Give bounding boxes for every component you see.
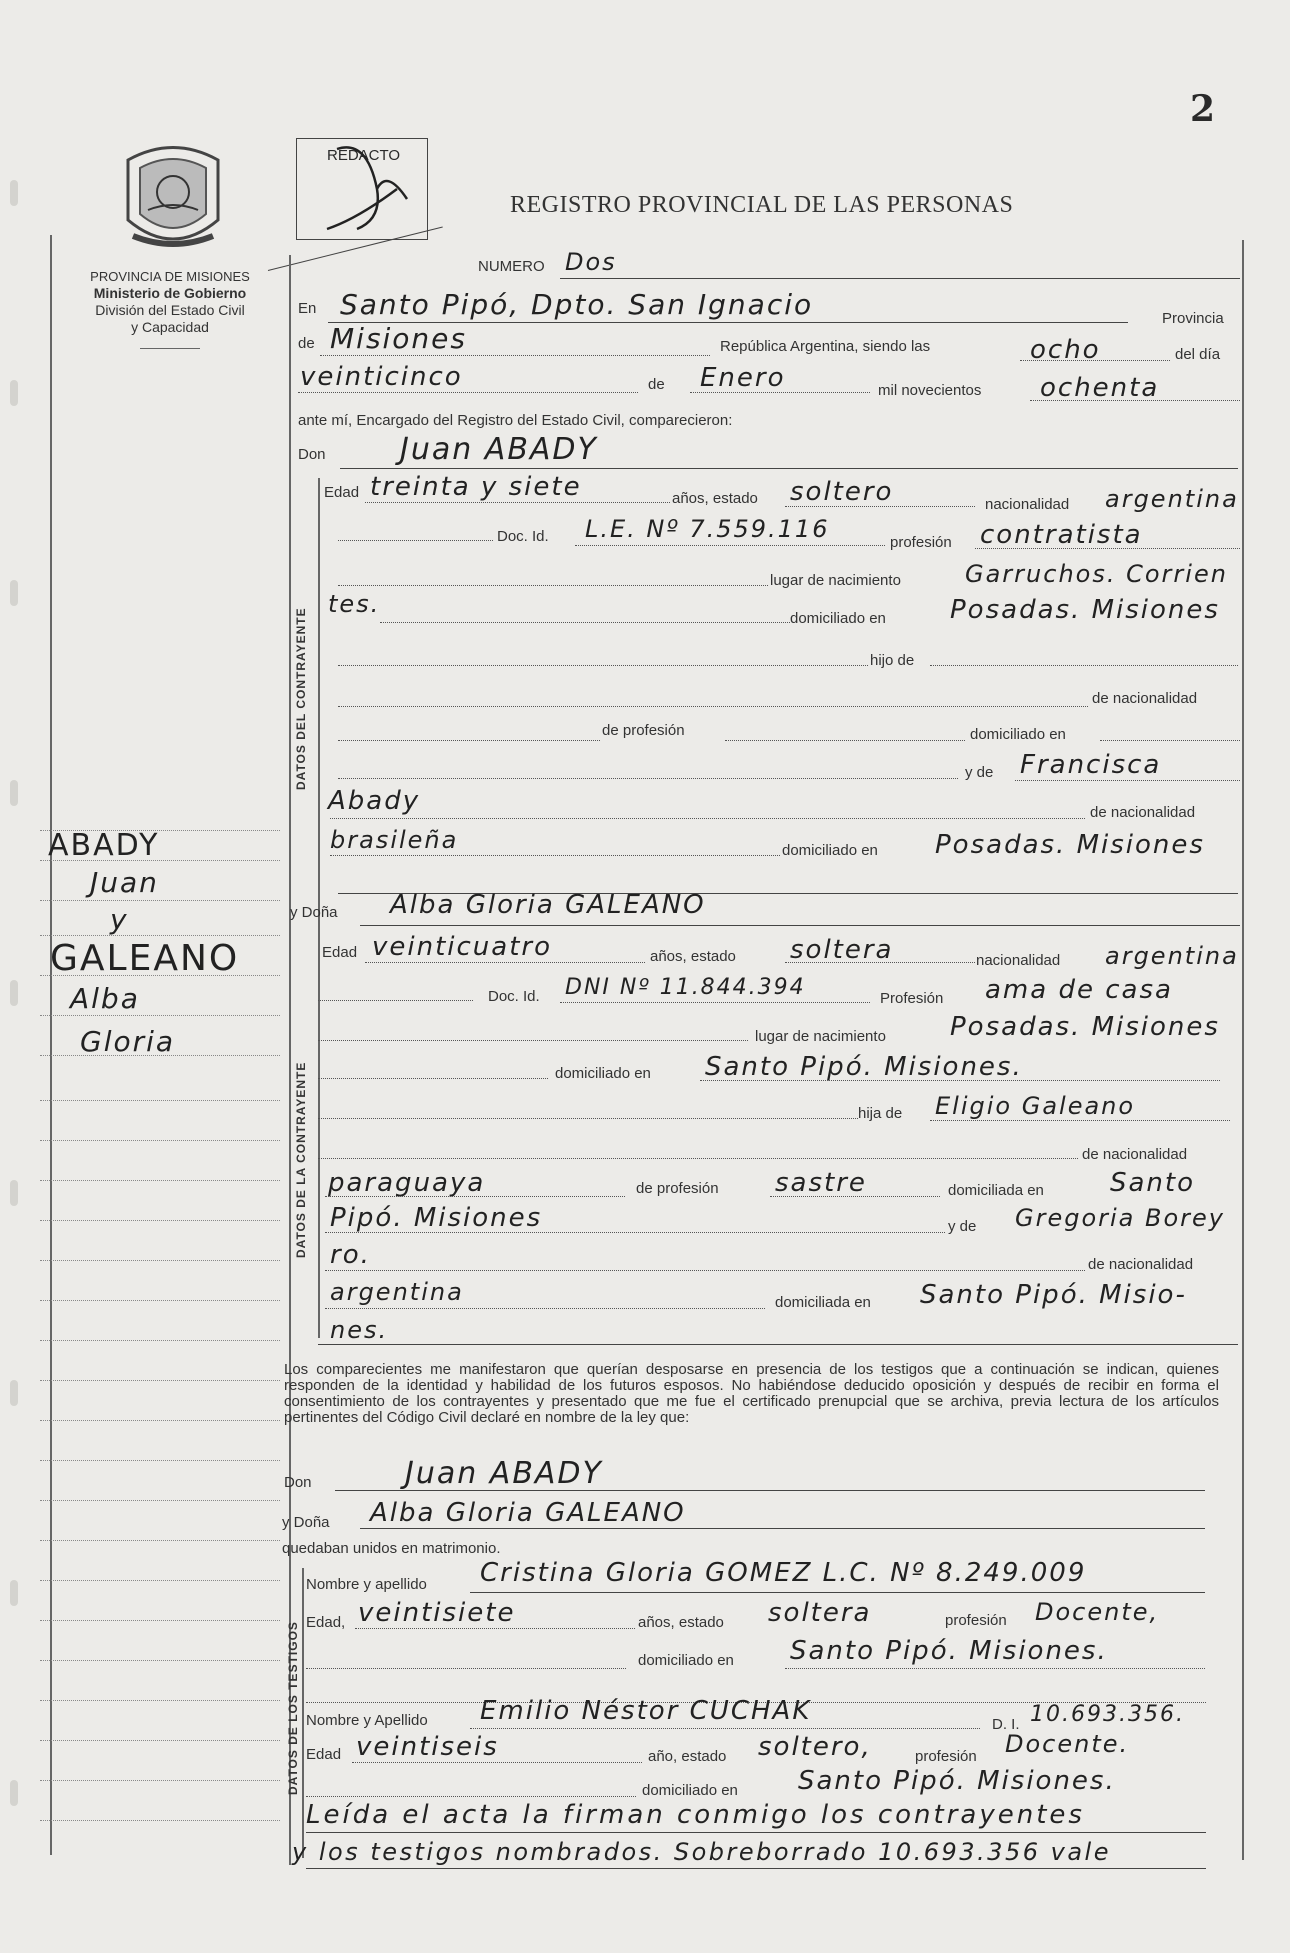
c-madre-value2: Abady <box>328 786 421 816</box>
org-block <box>70 268 270 349</box>
c-domiciliado-en-label: domiciliado en <box>970 726 1066 743</box>
a-nacionalidad-value: argentina <box>1105 942 1239 970</box>
t1-estado-value: soltera <box>768 1598 872 1628</box>
contrayente-section-label: DATOS DEL CONTRAYENTE <box>294 607 308 790</box>
c-domiciliado-label: domiciliado en <box>790 610 886 627</box>
provincia-label: Provincia <box>1162 310 1224 327</box>
a-de-nacionalidad-label: de nacionalidad <box>1082 1146 1188 1163</box>
mes-value: Enero <box>700 363 786 393</box>
signature-icon <box>287 129 427 249</box>
a-lugar-value: Posadas. Misiones <box>950 1012 1220 1042</box>
hora-value: ocho <box>1030 335 1101 365</box>
c-de-nacionalidad2-label: de nacionalidad <box>1090 804 1196 821</box>
numero-value: Dos <box>565 248 617 276</box>
org-province: PROVINCIA DE MISIONES <box>90 269 250 284</box>
dona-value: Alba Gloria GALEANO <box>390 890 706 920</box>
a-doc-value: DNI Nº 11.844.394 <box>565 975 806 1000</box>
a-y-de-label: y de <box>948 1218 977 1235</box>
a-madre-value2: ro. <box>330 1240 371 1270</box>
c-madre-value: Francisca <box>1020 750 1162 780</box>
c-y-de-label: y de <box>965 764 994 781</box>
c-nacionalidad-value: argentina <box>1105 485 1239 513</box>
a-padre-profesion: sastre <box>775 1168 867 1198</box>
c-edad-label: Edad <box>324 484 360 501</box>
c-doc-value: L.E. Nº 7.559.116 <box>585 515 830 543</box>
t2-di-label: D. I. <box>992 1716 1020 1733</box>
a-estado-value: soltera <box>790 935 894 965</box>
decl-don-label: Don <box>284 1474 312 1491</box>
margin-given-3: Gloria <box>80 1025 176 1058</box>
t1-anios-label: años, estado <box>638 1614 724 1631</box>
t1-profesion-label: profesión <box>945 1612 1007 1629</box>
t1-edad-label: Edad, <box>306 1614 346 1631</box>
en-value: Santo Pipó, Dpto. San Ignacio <box>340 288 814 321</box>
page-title: REGISTRO PROVINCIAL DE LAS PERSONAS <box>510 192 1014 218</box>
margin-surname-1: ABADY <box>48 828 160 863</box>
org-capacity: y Capacidad <box>131 319 209 335</box>
decl-dona-value: Alba Gloria GALEANO <box>370 1498 686 1528</box>
t2-edad-label: Edad <box>306 1746 342 1763</box>
c-edad-value: treinta y siete <box>370 472 582 502</box>
del-dia-label: del día <box>1175 346 1221 363</box>
t2-profesion-value: Docente. <box>1005 1730 1130 1758</box>
c-madre-domiciliado-label: domiciliado en <box>782 842 878 859</box>
a-anios-label: años, estado <box>650 948 736 965</box>
de-label: de <box>298 335 315 352</box>
a-de-nacionalidad2-label: de nacionalidad <box>1088 1256 1194 1273</box>
c-anios-label: años, estado <box>672 490 758 507</box>
a-nacionalidad-label: nacionalidad <box>976 952 1061 969</box>
margin-given-1: Juan <box>90 866 159 899</box>
org-division: División del Estado Civil <box>95 302 245 318</box>
coat-of-arms-icon <box>118 140 228 260</box>
decl-don-value: Juan ABADY <box>405 1456 603 1491</box>
a-madre-value: Gregoria Borey <box>1015 1204 1226 1232</box>
a-madre-nacionalidad: argentina <box>330 1278 464 1306</box>
en-label: En <box>298 300 317 317</box>
t2-profesion-label: profesión <box>915 1748 977 1765</box>
margin-conj: y <box>110 903 129 936</box>
a-profesion-value: ama de casa <box>985 975 1173 1005</box>
testigos-section-label: DATOS DE LOS TESTIGOS <box>286 1621 300 1795</box>
anio-value: ochenta <box>1040 373 1160 403</box>
c-de-profesion-label: de profesión <box>602 722 685 739</box>
t1-nombre-label: Nombre y apellido <box>306 1576 427 1593</box>
dia-value: veinticinco <box>300 362 463 392</box>
t1-domiciliado-label: domiciliado en <box>638 1652 734 1669</box>
t1-edad-value: veintisiete <box>358 1598 516 1628</box>
left-border <box>50 235 52 1855</box>
t2-nombre-value: Emilio Néstor CUCHAK <box>480 1696 812 1726</box>
c-madre-nacionalidad: brasileña <box>330 826 459 854</box>
c-lugar-value: Garruchos. Corrien <box>965 560 1228 588</box>
t1-profesion-value: Docente, <box>1035 1598 1160 1626</box>
declaration-text: Los comparecientes me manifestaron que querían desposarse en presencia de los testigos que a continuación se indican, quienes responden de la identidad y habilidad de los futuros esposos. No habiéndose deducido oposición y después de recibir en forma el consentimiento de los contrayentes y presentado que me fue el certificado prenupcial que se archiva, previa lectura de los artículos pertinentes del Código Civil declaré en nombre de la ley que: <box>284 1361 1219 1426</box>
t2-anio-label: año, estado <box>648 1748 727 1765</box>
republica-label: República Argentina, siendo las <box>720 338 931 355</box>
c-profesion-label: profesión <box>890 534 952 551</box>
a-padre-domicilio: Santo <box>1110 1168 1196 1198</box>
de2-label: de <box>648 376 665 393</box>
a-hija-label: hija de <box>858 1105 903 1122</box>
a-de-profesion-label: de profesión <box>636 1180 719 1197</box>
t1-nombre-value: Cristina Gloria GOMEZ L.C. Nº 8.249.009 <box>480 1558 1087 1588</box>
c-nacionalidad-label: nacionalidad <box>985 496 1070 513</box>
c-domiciliado-value: Posadas. Misiones <box>950 595 1220 625</box>
don-value: Juan ABADY <box>400 432 598 467</box>
a-edad-label: Edad <box>322 944 358 961</box>
don-label: Don <box>298 446 326 463</box>
decl-dona-label: y Doña <box>282 1514 330 1531</box>
t2-di-value: 10.693.356. <box>1030 1702 1185 1727</box>
c-lugar-value2: tes. <box>328 590 381 618</box>
c-lugar-label: lugar de nacimiento <box>770 572 901 589</box>
page-number: 2 <box>1190 88 1216 130</box>
t2-estado-value: soltero, <box>758 1732 872 1762</box>
closing-line-1: Leída el acta la firman conmigo los contrayentes <box>306 1800 1085 1830</box>
c-doc-label: Doc. Id. <box>497 528 549 545</box>
mil-label: mil novecientos <box>878 382 982 399</box>
c-estado-value: soltero <box>790 477 894 507</box>
a-doc-label: Doc. Id. <box>488 988 540 1005</box>
a-profesion-label: Profesión <box>880 990 944 1007</box>
a-madre-domiciliada-label: domiciliada en <box>775 1294 871 1311</box>
c-de-nacionalidad-label: de nacionalidad <box>1092 690 1198 707</box>
a-padre-value: Eligio Galeano <box>935 1092 1136 1120</box>
t2-domicilio-value: Santo Pipó. Misiones. <box>798 1766 1116 1796</box>
redacto-label: REDACTO <box>327 147 401 164</box>
closing-line-2: y los testigos nombrados. Sobreborrado 10.693.356 vale <box>292 1838 1111 1866</box>
a-lugar-label: lugar de nacimiento <box>755 1028 886 1045</box>
org-ministry: Ministerio de Gobierno <box>93 285 247 301</box>
ante-label: ante mí, Encargado del Registro del Estado Civil, comparecieron: <box>298 412 733 429</box>
t2-nombre-label: Nombre y Apellido <box>306 1712 428 1729</box>
a-edad-value: veinticuatro <box>372 932 552 962</box>
t2-edad-value: veintiseis <box>356 1732 499 1762</box>
c-madre-domicilio: Posadas. Misiones <box>935 830 1205 860</box>
c-hijo-label: hijo de <box>870 652 915 669</box>
a-domiciliada-label: domiciliada en <box>948 1182 1044 1199</box>
a-madre-domicilio: Santo Pipó. Misio- <box>920 1280 1187 1310</box>
de-value: Misiones <box>330 322 467 355</box>
quedaban-label: quedaban unidos en matrimonio. <box>282 1540 501 1557</box>
right-border <box>1242 240 1244 1860</box>
t1-domicilio-value: Santo Pipó. Misiones. <box>790 1636 1108 1666</box>
testigos-bracket <box>302 1568 304 1858</box>
contrayenta-section-label: DATOS DE LA CONTRAYENTE <box>294 1061 308 1258</box>
a-domiciliado-label: domiciliado en <box>555 1065 651 1082</box>
numero-label: NUMERO <box>478 258 545 275</box>
t2-domiciliado-label: domiciliado en <box>642 1782 738 1799</box>
a-madre-domicilio2: nes. <box>330 1316 389 1344</box>
redacto-stamp <box>296 138 428 240</box>
c-profesion-value: contratista <box>980 520 1143 550</box>
a-padre-domicilio2: Pipó. Misiones <box>330 1203 543 1233</box>
dona-label: y Doña <box>290 904 338 921</box>
margin-surname-2: GALEANO <box>50 938 240 979</box>
a-padre-nacionalidad: paraguaya <box>328 1168 486 1198</box>
margin-given-2: Alba <box>70 982 140 1015</box>
a-domiciliado-value: Santo Pipó. Misiones. <box>705 1052 1023 1082</box>
